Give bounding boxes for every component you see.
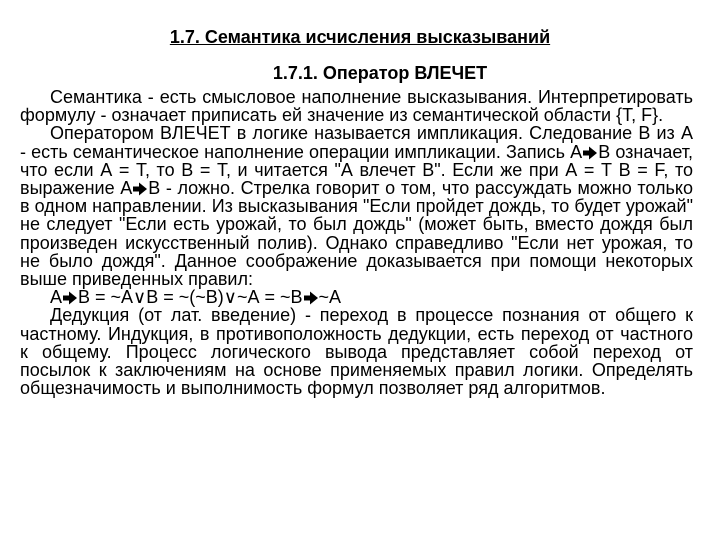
section-subtitle: 1.7.1. Оператор ВЛЕЧЕТ [272,63,488,83]
paragraph-implication [20,124,693,288]
right-arrow-icon [583,146,597,160]
paragraph-implication-part-3: В - ложно. Стрелка говорит о том, что рассуждать можно только в одном направлении. Из высказывания "Если пройдет дождь, то будет урожай" не следует "Если есть урожай, то был дождь" (может быть, вместо дождя был произведен искусственный полив). Однако справедливо "Если нет урожая, то не было дождя". Данное соображение доказывается при помощи некоторых выше приведенных правил: [20,178,693,290]
formula-part-1: А [50,287,63,308]
paragraph-semantics: Семантика - есть смысловое наполнение высказывания. Интерпретировать формулу - означает приписать ей значение из семантической области {T, F}. [20,87,693,126]
page-title: 1.7. Семантика исчисления высказываний [169,27,551,47]
paragraph-implication-part-2: В означает, что если А = Т, то В = Т, и читается "А влечет В". Если же при А = Т В = F, то выражение А [20,141,693,199]
body-text [20,88,693,397]
right-arrow-icon [133,182,147,196]
right-arrow-icon [304,291,318,305]
paragraph-implication-part-1: Оператором ВЛЕЧЕТ в логике называется импликация. Следование В из А - есть семантическое наполнение операции импликации. Запись А [20,123,693,162]
formula-line [20,288,693,306]
formula-part-2: В = ~А∨В = ~(~В)∨~А = ~В [78,287,303,308]
formula-part-3: ~А [318,287,342,308]
right-arrow-icon [63,291,77,305]
paragraph-deduction: Дедукция (от лат. введение) - переход в процессе познания от общего к частному. Индукция, в противоположность дедукции, есть переход от частного к общему. Процесс логического вывода представляет собой переход от посылок к заключениям на основе применяемых правил логики. Определять общезначимость и выполнимость формул позволяет ряд алгоритмов. [20,305,693,399]
